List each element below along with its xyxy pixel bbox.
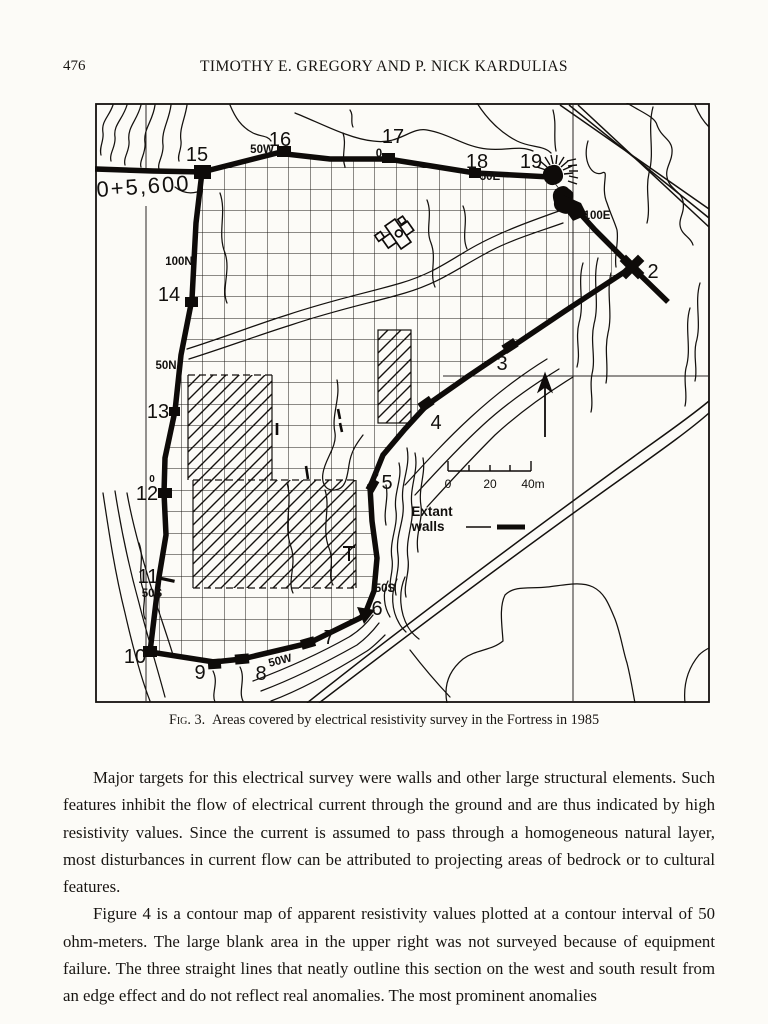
- station-label-2: 2: [647, 261, 659, 283]
- legend-walls-label: walls: [411, 519, 445, 534]
- station-label-15: 15: [185, 144, 209, 166]
- grid-label-50w-south: 50W: [267, 652, 294, 670]
- grid-label-50s-east: 50S: [374, 583, 396, 595]
- station-label-13: 13: [146, 401, 170, 423]
- north-arrow-icon: [538, 373, 552, 437]
- grid-label-100n: 100N: [165, 256, 193, 268]
- scale-bar: [448, 461, 531, 471]
- station-label-19: 19: [519, 151, 543, 173]
- station-label-9: 9: [194, 662, 206, 684]
- station-label-7: 7: [323, 627, 335, 649]
- station-label-12: 12: [135, 483, 159, 505]
- grid-label-50w-top: 50W: [250, 144, 274, 156]
- grid-label-100e: 100E: [583, 210, 611, 222]
- grid-label-0-west: 0: [149, 474, 155, 485]
- station-label-11: 11: [137, 566, 159, 588]
- station-label-17: 17: [381, 126, 405, 148]
- scale-tick-20: 20: [483, 477, 497, 491]
- grid-label-0-top: 0: [375, 148, 383, 160]
- running-head: TIMOTHY E. GREGORY AND P. NICK KARDULIAS: [200, 58, 568, 75]
- station-label-5: 5: [381, 472, 393, 494]
- station-label-4: 4: [430, 412, 442, 434]
- figure-caption-text: Areas covered by electrical resistivity survey in the Fortress in 1985: [212, 712, 600, 728]
- figure-caption: [0, 712, 768, 729]
- legend-extant-label: Extant: [411, 504, 453, 519]
- station-label-18: 18: [465, 151, 489, 173]
- grid-label-50e: 50E: [479, 171, 501, 183]
- extant-walls-legend: [410, 504, 525, 534]
- resistivity-survey-map: [95, 103, 710, 703]
- scale-tick-0: 0: [444, 477, 452, 491]
- figure-3-map: [95, 103, 710, 703]
- station-label-8: 8: [255, 663, 267, 685]
- scale-tick-40m: 40m: [521, 477, 545, 491]
- station-label-6: 6: [371, 598, 383, 620]
- station-label-10: 10: [123, 646, 147, 668]
- station-label-14: 14: [157, 284, 181, 306]
- station-label-3: 3: [496, 353, 508, 375]
- grid-label-50n: 50N: [155, 360, 177, 372]
- grid-label-50s-west: 50S: [141, 588, 163, 600]
- figure-caption-label: Fig. 3.: [168, 712, 206, 728]
- page-header: [0, 58, 768, 80]
- paragraph-survey-targets: Major targets for this electrical survey were walls and other large structural elements. Such features inhibit the flow of electrical current through the ground and are thus indicated by high resistivity values. Since the current is assumed to pass through a homogeneous natural layer, most disturbances in current flow can be attributed to projecting areas of bedrock or to cultural features.: [63, 768, 715, 897]
- grid-label-0-mid: 0: [373, 469, 379, 480]
- page-number: 476: [63, 58, 86, 74]
- paragraph-figure-4: Figure 4 is a contour map of apparent resistivity values plotted at a contour interval of 50 ohm-meters. The large blank area in the upper right was not surveyed because of equipment failure. The three straight lines that neatly outline this section on the west and south result from an edge effect and do not reflect real anomalies. The most prominent anomalies: [63, 904, 715, 1006]
- station-label-16: 16: [268, 129, 292, 151]
- datum-label: 0+5,600: [95, 170, 192, 202]
- article-body: [63, 764, 715, 1010]
